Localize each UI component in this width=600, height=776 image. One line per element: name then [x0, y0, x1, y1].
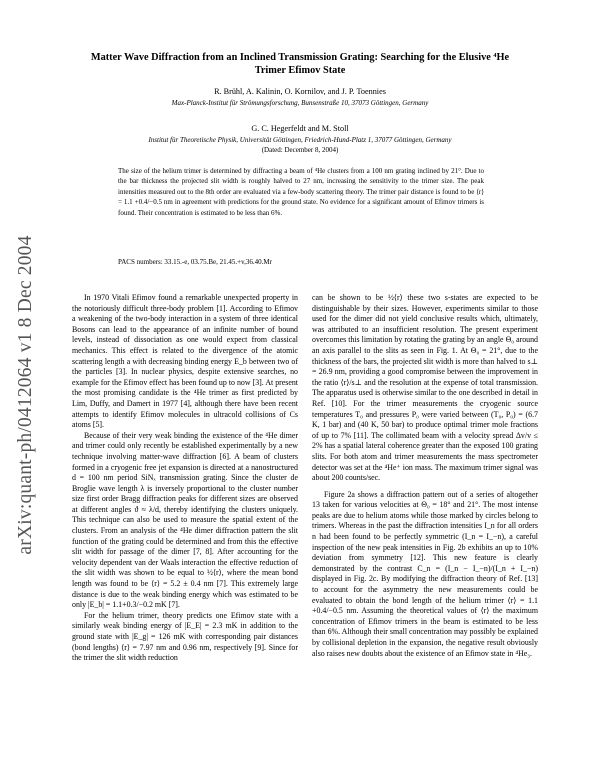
left-column — [72, 293, 298, 664]
abstract: The size of the helium trimer is determined by diffracting a beam of ⁴He clusters from a 100 nm grating inclined by 21°. Due to the bar thickness the projected slit width is roughly halved to 27 nm, increasing the sensitivity to the trimer size. The peak intensities measured out to the 8th order are evaluated via a few-body scattering theory. The trimer pair distance is found to be ⟨r⟩ = 1.1 +0.4/−0.5 nm in agreement with predictions for the ground state. No evidence for a significant amount of Efimov trimers is found. Their concentration is estimated to be less than 6%. — [118, 167, 484, 217]
title-line-1: Matter Wave Diffraction from an Inclined Transmission Grating: Searching for the Elusive ⁴He — [90, 52, 510, 63]
title-line-2: Trimer Efimov State — [254, 65, 346, 76]
paragraph: can be shown to be ½⟨r⟩ these two s-states are expected to be distinguishable by their sizes. However, experiments similar to those used for the dimer did not yield conclusive results which, ultimately, was attributed to an insufficient resolution. The present experiment overcomes this limitation by rotating the grating by an angle Θ₀ around an axis parallel to the slits as seen in Fig. 1. At Θ₀ = 21°, due to the thickness of the bars, the projected slit width is more than halved to s⊥ = 26.9 nm, providing a good compromise between the improvement in the ratio ⟨r⟩/s⊥ and the resolution at the expense of total transmission. The apparatus used is otherwise similar to the one described in detail in Ref. [10]. For the trimer measurements the cryogenic source temperatures T₀ and pressures P₀ were varied between (T₀, P₀) = (6.7 K, 1 bar) and (40 K, 50 bar) to produce optimal trimer mole fractions of up to 7% [11]. The collimated beam with a velocity spread Δv/v ≤ 2% has a spatial lateral coherence greater than the exposed 100 grating slits. For both atom and trimer measurements the mass spectrometer detector was set at the ⁴He⁺ ion mass. The maximum trimer signal was about 200 counts/sec. — [312, 293, 538, 483]
right-column — [312, 293, 538, 659]
paragraph: Figure 2a shows a diffraction pattern out of a series of altogether 13 taken for various velocities at Θ₀ = 18° and 21°. The most intense peaks are due to helium atoms while those marked by circles belong to trimers. Whereas in the past the diffraction intensities I_n for all orders n had been found to be perfectly symmetric (I_n = I_−n), a careful inspection of the new peak intensities in Fig. 2b exhibits an up to 10% deviation from symmetry [12]. This new feature is clearly demonstrated by the contrast C_n = (I_n − I_−n)/(I_n + I_−n) displayed in Fig. 2c. By modifying the diffraction theory of Ref. [13] to account for the asymmetry the new measurements could be evaluated to obtain the bond length of the helium trimer ⟨r⟩ = 1.1 +0.4/−0.5 nm. Assuming the theoretical values of ⟨r⟩ the maximum concentration of Efimov trimers in the beam is estimated to be less than 6%. Although their small concentration may possibly be explained by collisional depletion in the expansion, the negative result obviously also raises new doubts about the existence of an Efimov state in ⁴He₃. — [312, 489, 538, 658]
affiliation-1: Max-Planck-Institut für Strömungsforschung, Bunsenstraße 10, 37073 Göttingen, Germany — [171, 99, 429, 107]
paragraph: In 1970 Vitali Efimov found a remarkable unexpected property in the notoriously difficult three-body problem [1]. According to Efimov a weakening of the two-body interaction in a system of three identical Bosons can lead to the appearance of an infinite number of bound levels, instead of dissociation as one would expect from classical mechanics. This effect is related to the divergence of the atomic scattering length a with decreasing binding energy E_b between two of the particles [3]. In nuclear physics, despite extensive searches, no example for the Efimov effect has been found up to now [3]. At present the most promising candidate is the ⁴He trimer as first predicted by Lim, Duffy, and Damert in 1977 [4], although there have been recent attempts to identify Efimov molecules in ultracold collisions of Cs atoms [5]. — [72, 293, 298, 430]
paragraph: Because of their very weak binding the existence of the ⁴He dimer and trimer could only recently be established experimentally by a new technique involving matter-wave diffraction [6]. A beam of clusters formed in a cryogenic free jet expansion is directed at a nanostructured d = 100 nm period SiNₓ transmission grating. Since the cluster de Broglie wave length λ is inversely proportional to the cluster number size first order Bragg diffraction peaks for different sizes are observed at different angles ϑ ≈ λ/d, thereby identifying the clusters uniquely. This technique can also be used to measure the spatial extent of the clusters. From an analysis of the ⁴He dimer diffraction pattern the slit function of the grating could be determined and from this the effective slit width for passage of the dimer [7, 8]. After accounting for the velocity dependent van der Waals interaction the effective reduction of the slit width was shown to be equal to ½⟨r⟩, where the mean bond length was found to be ⟨r⟩ = 5.2 ± 0.4 nm [7]. This extremely large distance is due to the weak binding energy which was estimated to be only |E_b| = 1.1+0.3/−0.2 mK [7]. — [72, 430, 298, 610]
arxiv-identifier: arXiv:quant-ph/0412064 v1 8 Dec 2004 — [15, 235, 36, 555]
affiliation-2: Institut für Theoretische Physik, Universität Göttingen, Friedrich-Hund-Platz 1, 37077 Göttingen, Germany — [148, 136, 452, 144]
paragraph: For the helium trimer, theory predicts one Efimov state with a similarly weak binding energy of |E_E| = 2.3 mK in addition to the ground state with |E_g| = 126 mK with corresponding pair distances (bond lengths) ⟨r⟩ = 7.97 nm and 0.96 nm, respectively [9]. Since for the trimer the slit width reduction — [72, 610, 298, 663]
paper-title — [60, 51, 540, 77]
author-list-1: R. Brühl, A. Kalinin, O. Kornilov, and J. P. Toennies — [214, 87, 386, 96]
author-list-2: G. C. Hegerfeldt and M. Stoll — [251, 124, 349, 133]
dated-line: (Dated: December 8, 2004) — [261, 146, 339, 154]
pacs-numbers: PACS numbers: 33.15.-e, 03.75.Be, 21.45.+v,36.40.Mr — [118, 258, 272, 266]
